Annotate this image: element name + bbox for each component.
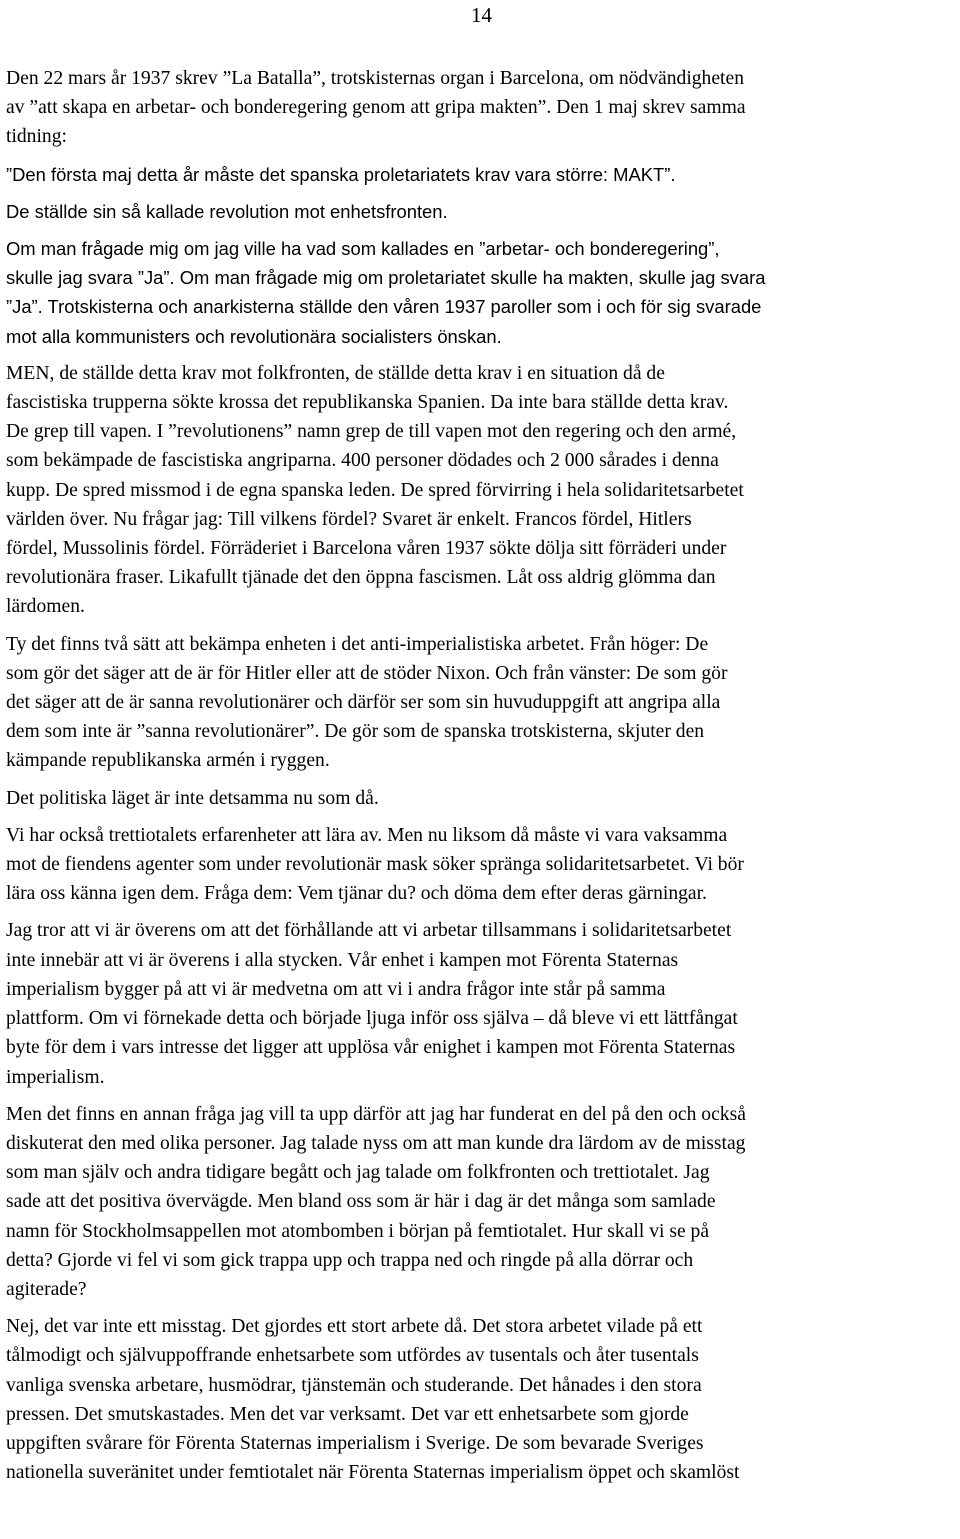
text-line: Om man frågade mig om jag ville ha vad som kallades en ”arbetar- och bonderegering”, (6, 238, 720, 260)
text-line: fördel, Mussolinis fördel. Förräderiet i Barcelona våren 1937 sökte dölja sitt förräderi under (6, 538, 727, 560)
text-line: mot alla kommunisters och revolutionära socialisters önskan. (6, 325, 502, 347)
paragraph (6, 630, 960, 776)
text-line: ”Den första maj detta år måste det spanska proletariatets krav vara större: MAKT”. (6, 163, 676, 185)
paragraph (6, 1100, 960, 1304)
text-line: som bekämpade de fascistiska angriparna. 400 personer dödades och 2 000 sårades i denna (6, 450, 719, 472)
text-line: det säger att de är sanna revolutionärer och därför ser som sin huvuduppgift att angripa alla (6, 692, 721, 714)
text-line: imperialism. (6, 1066, 105, 1088)
text-line: lärdomen. (6, 596, 85, 618)
text-line: Nej, det var inte ett misstag. Det gjordes ett stort arbete då. Det stora arbetet vilade på ett (6, 1316, 703, 1338)
text-line: plattform. Om vi förnekade detta och började ljuga inför oss själva – då bleve vi ett lättfångat (6, 1008, 738, 1030)
text-line: som gör det säger att de är för Hitler eller att de stöder Nixon. Och från vänster: De som gör (6, 662, 728, 684)
text-line: tålmodigt och självuppoffrande enhetsarbete som utfördes av tusentals och åter tusentals (6, 1345, 699, 1367)
text-line: namn för Stockholmsappellen mot atombomben i början på femtiotalet. Hur skall vi se på (6, 1220, 710, 1242)
text-line: kämpande republikanska armén i ryggen. (6, 750, 330, 772)
paragraph (6, 64, 960, 152)
text-line: agiterade? (6, 1278, 87, 1300)
page-number: 14 (471, 3, 492, 27)
text-line: pressen. Det smutskastades. Men det var verksamt. Det var ett enhetsarbete som gjorde (6, 1403, 689, 1425)
text-line: lära oss känna igen dem. Fråga dem: Vem tjänar du? och döma dem efter deras gärningar. (6, 883, 707, 905)
text-line: inte innebär att vi är överens i alla stycken. Vår enhet i kampen mot Förenta Staternas (6, 949, 679, 971)
text-line: byte för dem i vars intresse det ligger att upplösa vår enighet i kampen mot Förenta Staternas (6, 1037, 736, 1059)
text-line: Vi har också trettiotalets erfarenheter att lära av. Men nu liksom då måste vi vara vaksamma (6, 824, 728, 846)
text-line: detta? Gjorde vi fel vi som gick trappa upp och trappa ned och ringde på alla dörrar och (6, 1249, 694, 1271)
text-line: som man själv och andra tidigare begått och jag talade om folkfronten och trettiotalet. Jag (6, 1162, 710, 1184)
text-line: Det politiska läget är inte detsamma nu som då. (6, 787, 379, 809)
text-line: uppgiften svårare för Förenta Staternas imperialism i Sverige. De som bevarade Sveriges (6, 1432, 704, 1454)
text-line: ”Ja”. Trotskisterna och anarkisterna ställde den våren 1937 paroller som i och för sig svarade (6, 296, 762, 318)
text-line: världen över. Nu frågar jag: Till vilkens fördel? Svaret är enkelt. Francos fördel, Hitlers (6, 508, 692, 530)
text-line: Den 22 mars år 1937 skrev ”La Batalla”, trotskisternas organ i Barcelona, om nödvändigheten (6, 68, 744, 89)
text-line: mot de fiendens agenter som under revolutionär mask söker spränga solidaritetsarbetet. Vi bör (6, 854, 744, 876)
text-line: nationella suveränitet under femtiotalet när Förenta Staternas imperialism öppet och skamlöst (6, 1462, 740, 1484)
text-line: kupp. De spred missmod i de egna spanska leden. De spred förvirring i hela solidaritetsarbetet (6, 479, 744, 501)
text-line: sade att det positiva övervägde. Men bland oss som är här i dag är det många som samlade (6, 1191, 716, 1213)
text-line: MEN, de ställde detta krav mot folkfronten, de ställde detta krav i en situation då de (6, 362, 665, 384)
text-line: Men det finns en annan fråga jag vill ta upp därför att jag har funderat en del på den och också (6, 1103, 746, 1125)
text-line: De ställde sin så kallade revolution mot enhetsfronten. (6, 200, 448, 222)
text-line: dem som inte är ”sanna revolutionärer”. De gör som de spanska trotskisterna, skjuter den (6, 721, 705, 743)
text-line: Jag tror att vi är överens om att det förhållande att vi arbetar tillsammans i solidaritetsarbetet (6, 920, 732, 942)
text-line: imperialism bygger på att vi är medvetna om att vi i andra frågor inte står på samma (6, 978, 666, 1000)
paragraph (6, 160, 960, 189)
text-line: skulle jag svara ”Ja”. Om man frågade mig om proletariatet skulle ha makten, skulle jag svara (6, 267, 766, 289)
paragraph (6, 784, 960, 813)
text-line: Ty det finns två sätt att bekämpa enheten i det anti-imperialistiska arbetet. Från höger: De (6, 633, 709, 655)
text-line: diskuterat den med olika personer. Jag talade nyss om att man kunde dra lärdom av de misstag (6, 1132, 746, 1154)
paragraph (6, 197, 960, 226)
paragraph (6, 359, 960, 622)
text-line: revolutionära fraser. Likafullt tjänade det den öppna fascismen. Låt oss aldrig glömma dan (6, 567, 716, 589)
paragraph (6, 234, 960, 351)
text-line: De grep till vapen. I ”revolutionens” namn grep de till vapen mot den regering och den armé, (6, 421, 737, 443)
paragraph (6, 916, 960, 1091)
text-line: av ”att skapa en arbetar- och bonderegering genom att gripa makten”. Den 1 maj skrev samma (6, 97, 746, 119)
text-line: vanliga svenska arbetare, husmödrar, tjänstemän och studerande. Det hånades i den stora (6, 1374, 702, 1396)
paragraph (6, 1312, 960, 1487)
paragraph (6, 821, 960, 909)
text-line: tidning: (6, 126, 67, 148)
text-line: fascistiska trupperna sökte krossa det republikanska Spanien. Da inte bara ställde detta krav. (6, 392, 729, 414)
body-text (6, 64, 960, 1487)
